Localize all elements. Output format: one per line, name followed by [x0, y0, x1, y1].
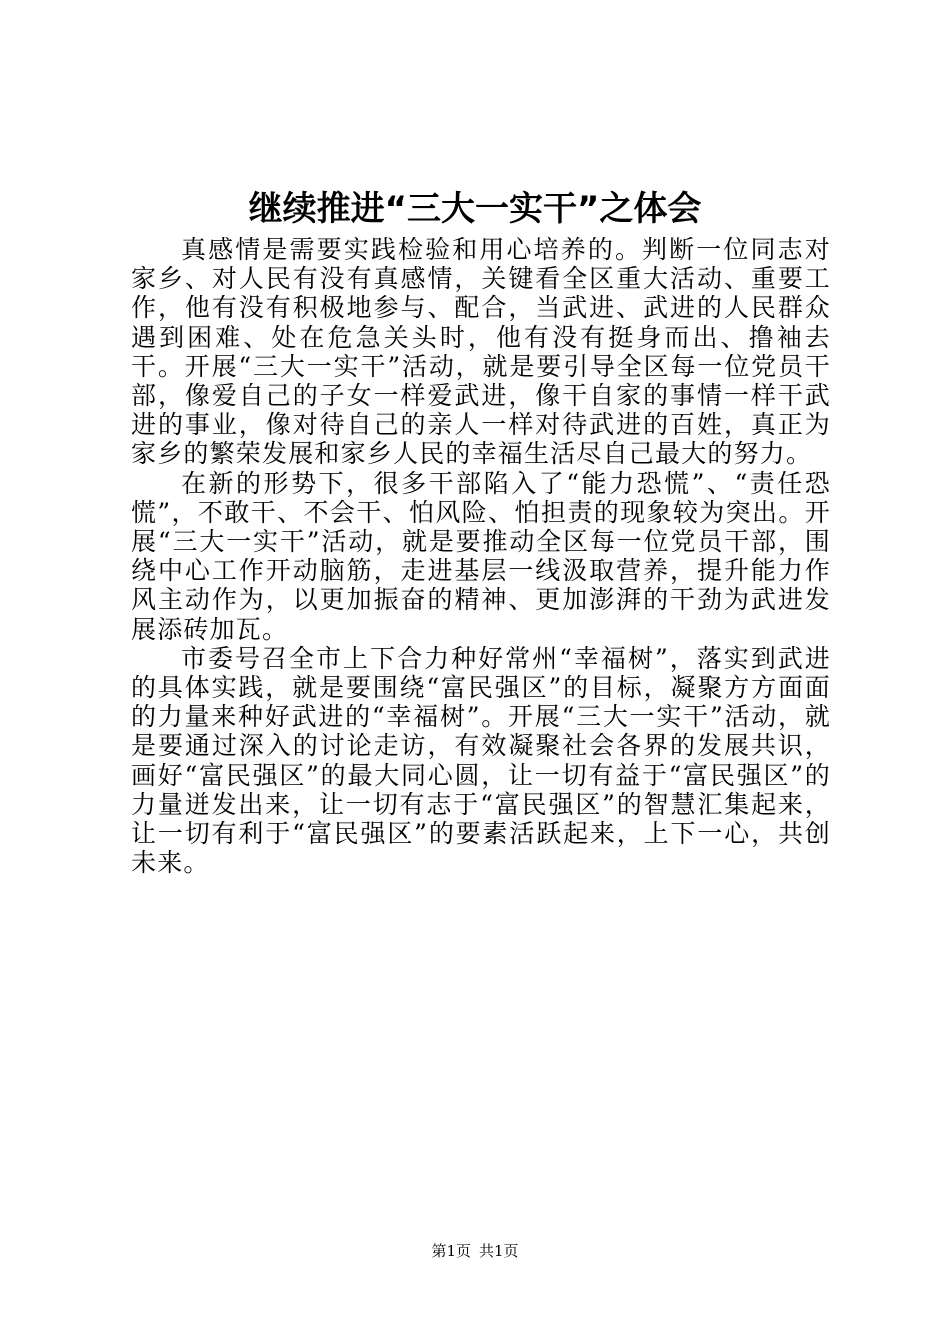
paragraph-2: 在新的形势下，很多干部陷入了“能力恐慌”、“责任恐慌”，不敢干、不会干、怕风险、怕担责的现象较为突出。开展“三大一实干”活动，就是要推动全区每一位党员干部，围绕中心工作开动脑筋，走进基层一线汲取营养，提升能力作风主动作为，以更加振奋的精神、更加澎湃的干劲为武进发展添砖加瓦。: [131, 468, 831, 644]
page-footer: [0, 1241, 950, 1261]
document-body: [131, 235, 831, 877]
paragraph-1: 真感情是需要实践检验和用心培养的。判断一位同志对家乡、对人民有没有真感情，关键看全区重大活动、重要工作，他有没有积极地参与、配合，当武进、武进的人民群众遇到困难、处在危急关头时，他有没有挺身而出、撸袖去干。开展“三大一实干”活动，就是要引导全区每一位党员干部，像爱自己的子女一样爱武进，像干自家的事情一样干武进的事业，像对待自己的亲人一样对待武进的百姓，真正为家乡的繁荣发展和家乡人民的幸福生活尽自己最大的努力。: [131, 235, 831, 469]
page-number: 第1页: [431, 1242, 471, 1260]
page-total: 共1页: [479, 1242, 519, 1260]
paragraph-3: 市委号召全市上下合力种好常州“幸福树”，落实到武进的具体实践，就是要围绕“富民强区”的目标，凝聚方方面面的力量来种好武进的“幸福树”。开展“三大一实干”活动，就是要通过深入的讨论走访，有效凝聚社会各界的发展共识，画好“富民强区”的最大同心圆，让一切有益于“富民强区”的力量迸发出来，让一切有志于“富民强区”的智慧汇集起来，让一切有利于“富民强区”的要素活跃起来，上下一心，共创未来。: [131, 643, 831, 878]
document-title: 继续推进“三大一实干”之体会: [248, 189, 702, 229]
